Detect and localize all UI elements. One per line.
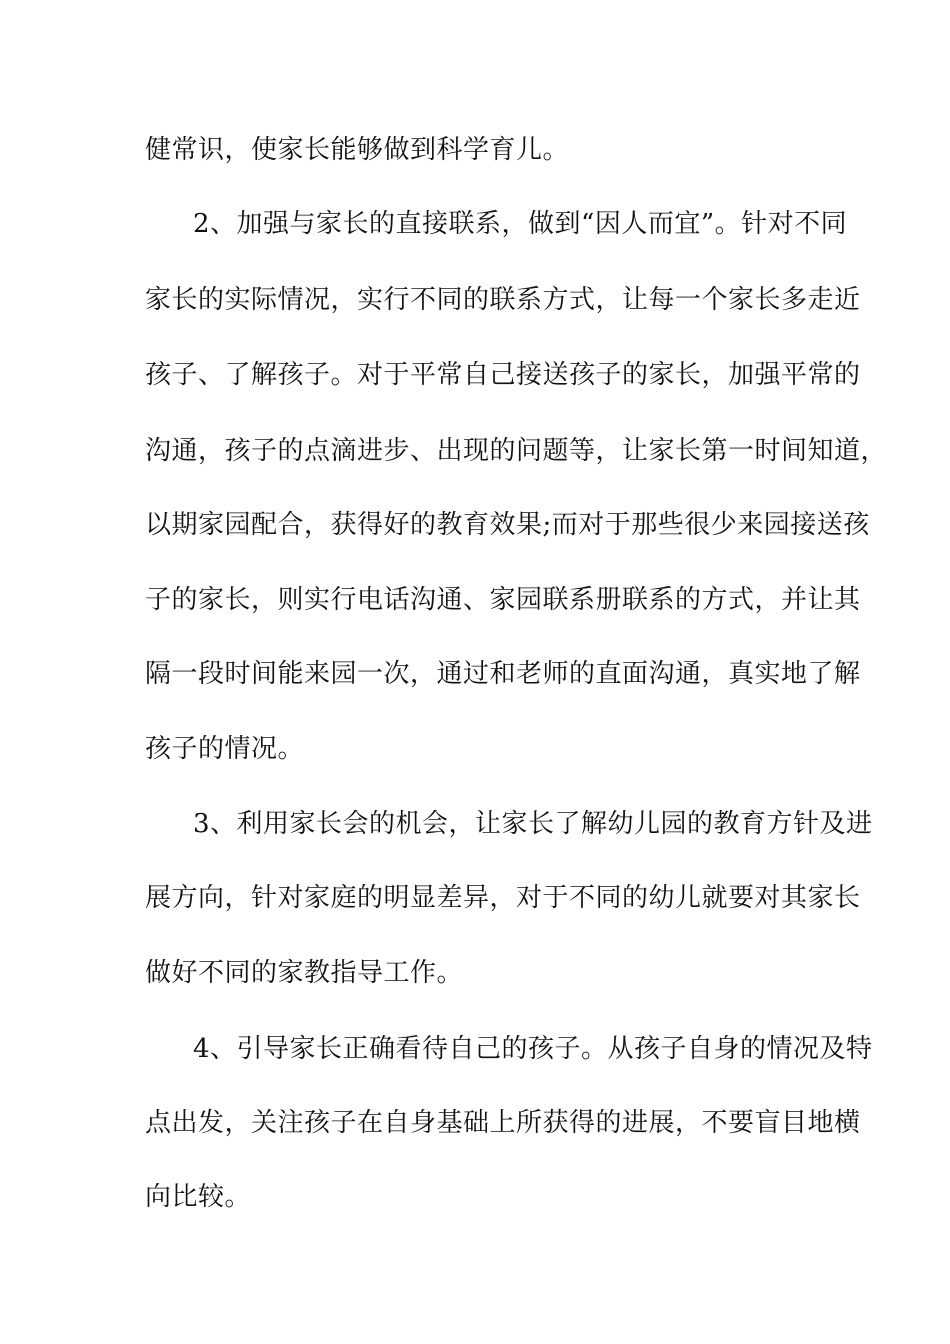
paragraph-line: 子的家长，则实行电话沟通、家园联系册联系的方式，并让其 [145,585,861,615]
paragraph-line: 孩子、了解孩子。对于平常自己接送孩子的家长，加强平常的 [145,360,861,390]
paragraph-line: 家长的实际情况，实行不同的联系方式，让每一个家长多走近 [145,285,861,315]
paragraph-line: 做好不同的家教指导工作。 [145,958,464,988]
paragraph-line: 向比较。 [145,1182,252,1212]
paragraph-line: 孩子的情况。 [145,734,305,764]
paragraph-line: 4、引导家长正确看待自己的孩子。从孩子自身的情况及特 [193,1034,873,1064]
paragraph-line: 3、利用家长会的机会，让家长了解幼儿园的教育方针及进 [193,809,873,839]
paragraph-line: 点出发，关注孩子在自身基础上所获得的进展，不要盲目地横 [145,1108,861,1138]
paragraph-line: 以期家园配合，获得好的教育效果;而对于那些很少来园接送孩 [145,510,870,540]
paragraph-line: 2、加强与家长的直接联系，做到“因人而宜”。针对不同 [193,209,848,239]
paragraph-line: 健常识，使家长能够做到科学育儿。 [145,135,570,165]
paragraph-line: 展方向，针对家庭的明显差异，对于不同的幼儿就要对其家长 [145,883,861,913]
paragraph-line: 隔一段时间能来园一次，通过和老师的直面沟通，真实地了解 [145,659,861,689]
paragraph-line: 沟通，孩子的点滴进步、出现的问题等，让家长第一时间知道， [145,436,888,466]
